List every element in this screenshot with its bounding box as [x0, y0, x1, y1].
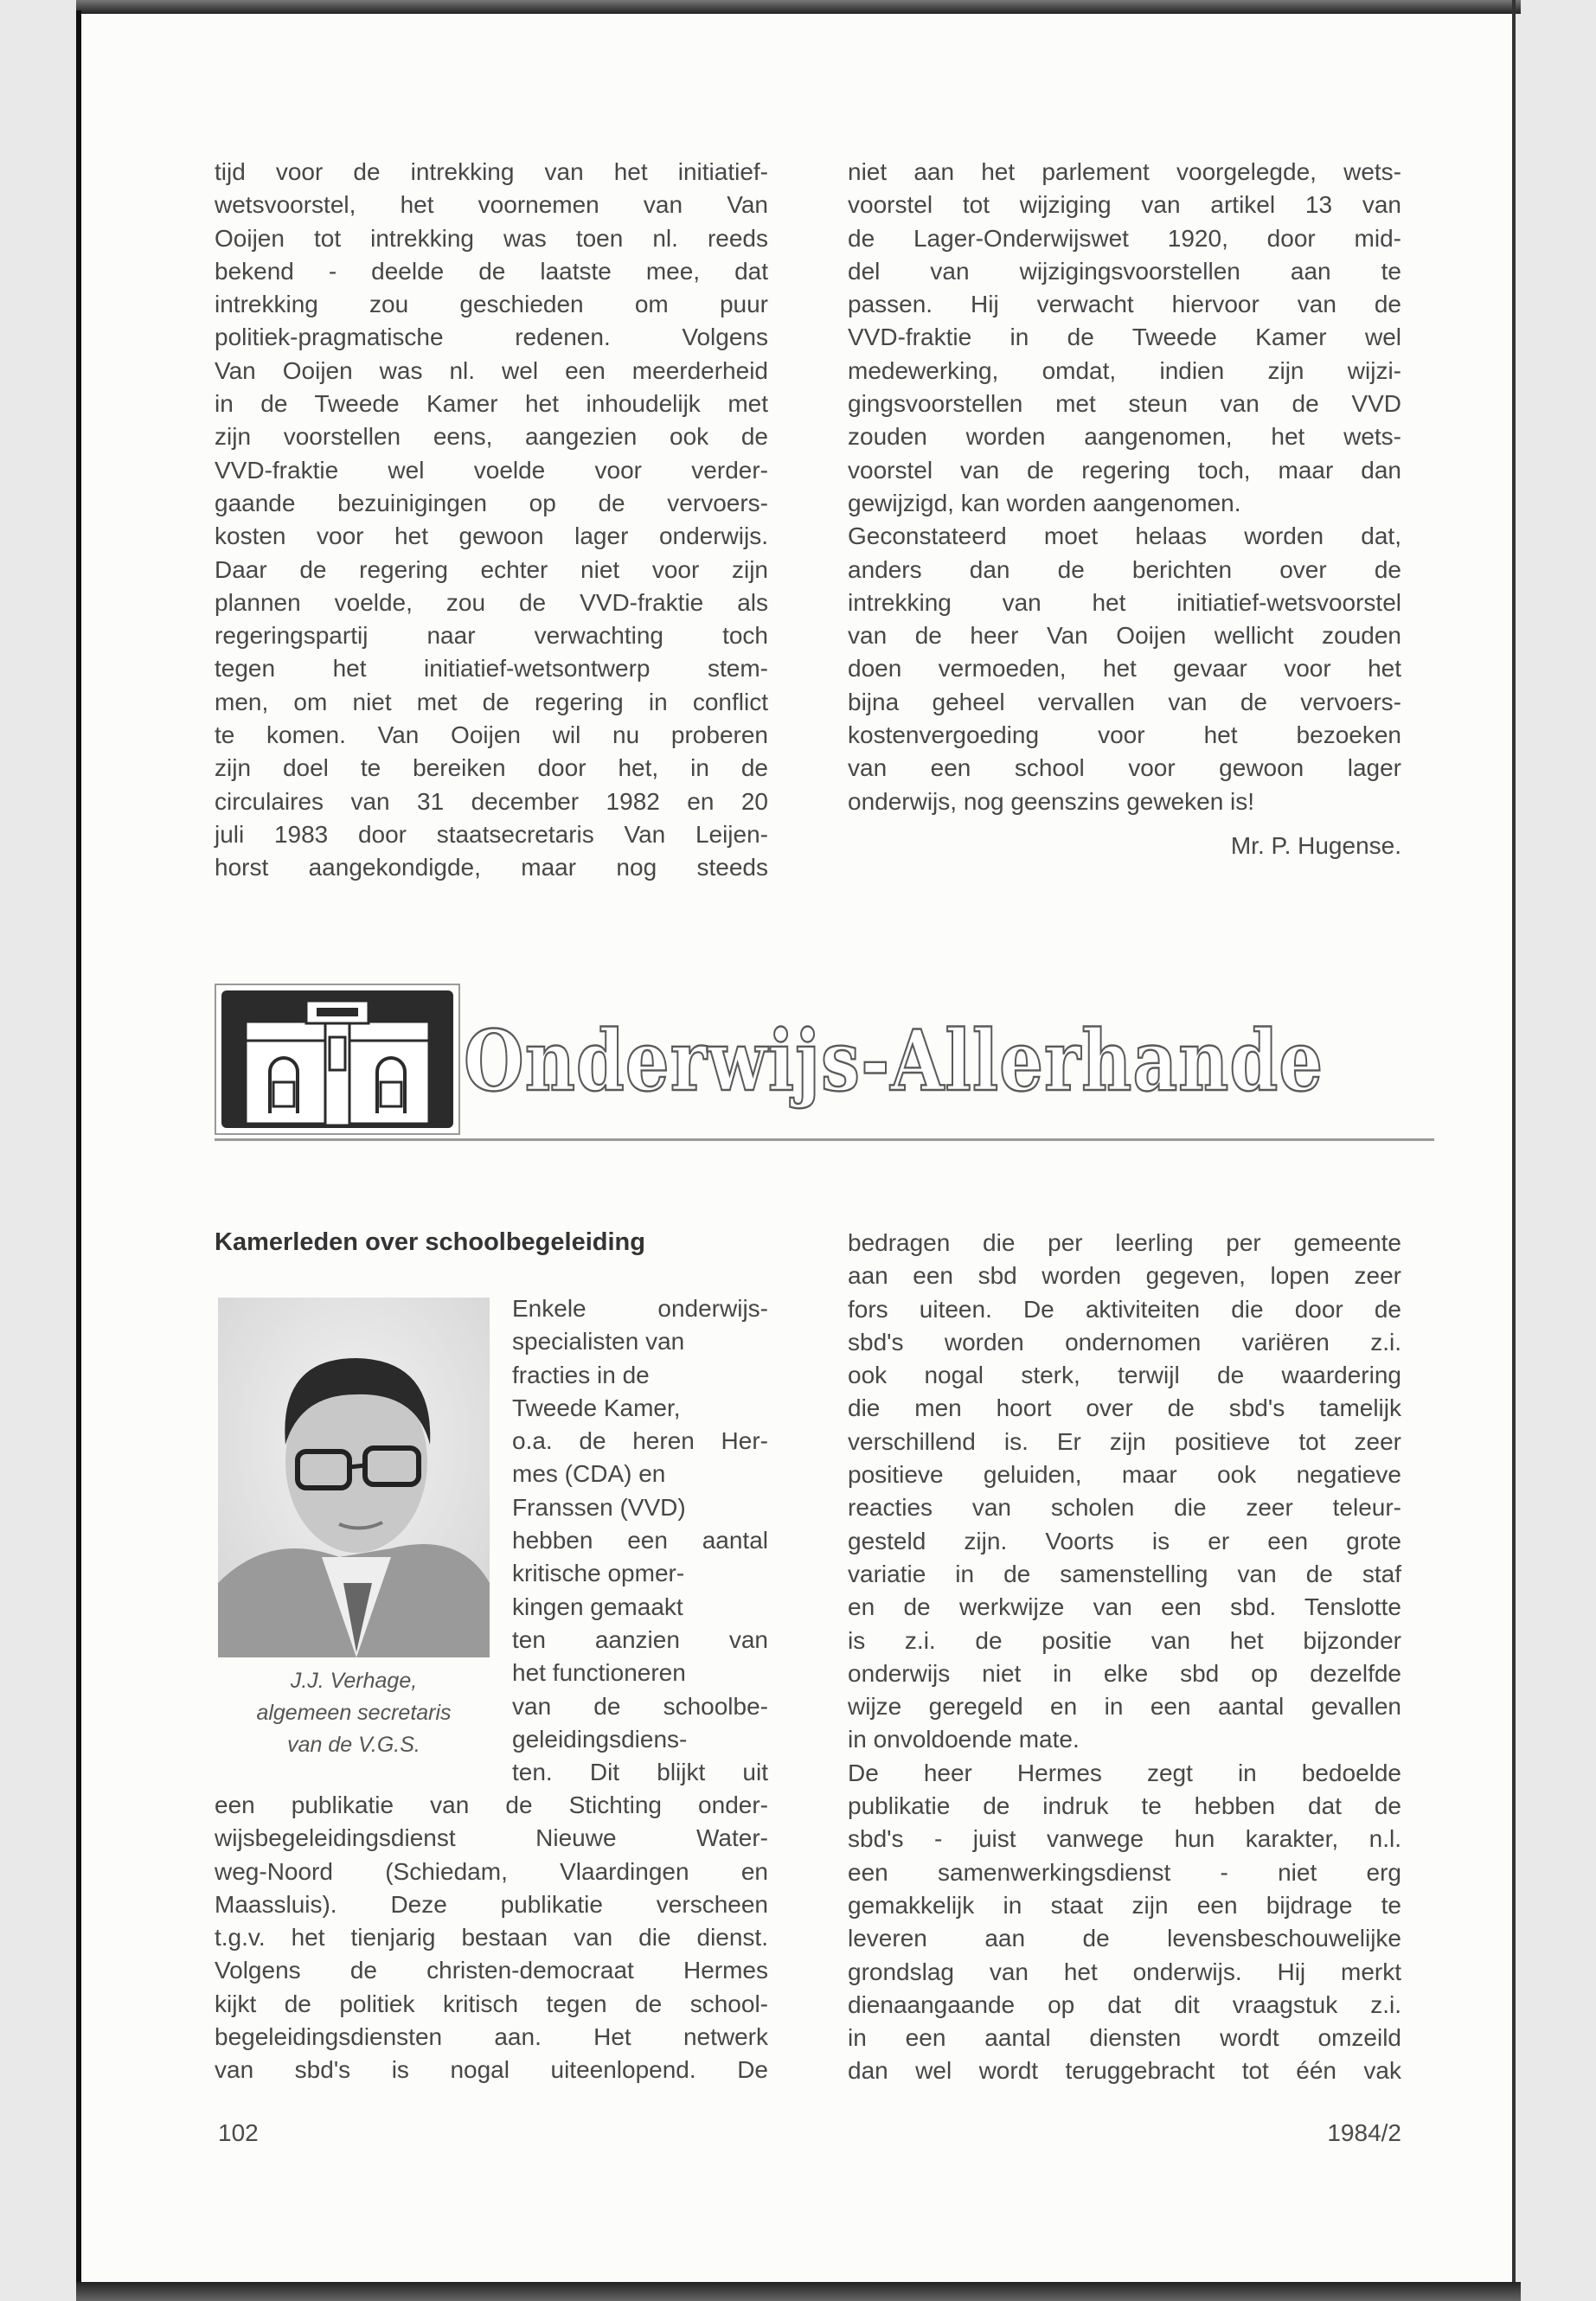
text-line: aan een sbd worden gegeven, lopen zeer [848, 1262, 1401, 1290]
text-line: positieve geluiden, maar ook negatieve [848, 1461, 1401, 1489]
text-line: ten. Dit blijkt uit [512, 1759, 768, 1786]
text-line: del van wijzigingsvoorstellen aan te [848, 257, 1401, 285]
text-line: zijn voorstellen eens, aangezien ook de [215, 423, 768, 451]
article-left-column [215, 1789, 768, 2087]
author-signature: Mr. P. Hugense. [1230, 832, 1401, 859]
text-line: dan wel wordt teruggebracht tot één vak [848, 2057, 1401, 2085]
text-line: bedragen die per leerling per gemeente [848, 1229, 1401, 1256]
text-line: wetsvoorstel, het voornemen van Van [215, 191, 768, 219]
text-line: Van Ooijen was nl. wel een meerderheid [215, 356, 768, 384]
text-line: men, om niet met de regering in conflict [215, 688, 768, 715]
text-line: hebben een aantal [512, 1527, 768, 1554]
text-line: publikatie de indruk te hebben dat de [848, 1792, 1401, 1820]
scan-border-right [1512, 0, 1516, 2284]
article-beside-photo-text [512, 1292, 768, 1789]
text-line: fors uiteen. De aktiviteiten die door de [848, 1295, 1401, 1323]
text-line: gingsvoorstellen met steun van de VVD [848, 390, 1401, 418]
text-line: VVD-fraktie in de Tweede Kamer wel [848, 324, 1401, 351]
briefcase-icon [216, 985, 458, 1133]
article-right-column [848, 1227, 1401, 2088]
portrait-photo [218, 1298, 490, 1657]
text-line: Geconstateerd moet helaas worden dat, [848, 522, 1401, 550]
text-line: Maassluis). Deze publikatie verscheen [215, 1890, 768, 1918]
section-logo [215, 984, 460, 1135]
text-line: Enkele onderwijs- [512, 1295, 768, 1322]
text-line: gesteld zijn. Voorts is er een grote [848, 1527, 1401, 1554]
text-line: van een school voor gewoon lager [848, 754, 1401, 782]
caption-line: J.J. Verhage, [290, 1669, 418, 1693]
text-line: in een aantal diensten wordt omzeild [848, 2024, 1401, 2052]
text-line: wijze geregeld en in een aantal gevallen [848, 1693, 1401, 1721]
text-line: reacties van scholen die zeer teleur- [848, 1494, 1401, 1522]
text-line: passen. Hij verwacht hiervoor van de [848, 291, 1401, 318]
text-line: doen vermoeden, het gevaar voor het [848, 655, 1401, 683]
text-line: gaande bezuinigingen op de vervoers- [215, 489, 768, 516]
text-line: sbd's worden ondernomen variëren z.i. [848, 1328, 1401, 1356]
text-line: ook nogal sterk, terwijl de waardering [848, 1362, 1401, 1389]
text-line: politiek-pragmatische redenen. Volgens [215, 324, 768, 351]
text-line: kosten voor het gewoon lager onderwijs. [215, 522, 768, 550]
text-line: zouden worden aangenomen, het wets- [848, 423, 1401, 451]
text-line: horst aangekondigde, maar nog steeds [215, 854, 768, 881]
text-line: sbd's - juist vanwege hun karakter, n.l. [848, 1825, 1401, 1853]
top-right-column [848, 156, 1401, 818]
section-title: Onderwijs-Allerhande [464, 1012, 1324, 1110]
text-line: een publikatie van de Stichting onder- [215, 1791, 768, 1818]
text-line: variatie in de samenstelling van de staf [848, 1560, 1401, 1587]
text-line: het functioneren [512, 1659, 686, 1687]
article-heading: Kamerleden over schoolbegeleiding [215, 1228, 645, 1256]
text-line: Volgens de christen-democraat Hermes [215, 1957, 768, 1984]
text-line: plannen voelde, zou de VVD-fraktie als [215, 588, 768, 616]
text-line: bekend - deelde de laatste mee, dat [215, 257, 768, 285]
top-left-column [215, 156, 768, 885]
text-line: een samenwerkingsdienst - niet erg [848, 1858, 1401, 1886]
text-line: voorstel van de regering toch, maar dan [848, 456, 1401, 484]
text-line: mes (CDA) en [512, 1460, 666, 1488]
text-line: Daar de regering echter niet voor zijn [215, 555, 768, 583]
text-line: is z.i. de positie van het bijzonder [848, 1626, 1401, 1654]
text-line: Ooijen tot intrekking was toen nl. reeds [215, 224, 768, 252]
text-line: leveren aan de levensbeschouwelijke [848, 1925, 1401, 1952]
text-line: te komen. Van Ooijen wil nu proberen [215, 721, 768, 749]
text-line: Tweede Kamer, [512, 1394, 681, 1421]
text-line: gemakkelijk in staat zijn een bijdrage te [848, 1891, 1401, 1919]
page-number: 102 [218, 2119, 259, 2146]
text-line: niet aan het parlement voorgelegde, wets- [848, 158, 1401, 185]
issue-number: 1984/2 [1327, 2119, 1401, 2146]
text-line: tegen het initiatief-wetsontwerp stem- [215, 655, 768, 683]
text-line: specialisten van [512, 1328, 685, 1356]
text-line: weg-Noord (Schiedam, Vlaardingen en [215, 1857, 768, 1885]
text-line: onderwijs niet in elke sbd op dezelfde [848, 1659, 1401, 1687]
text-line: bijna geheel vervallen van de vervoers- [848, 688, 1401, 715]
text-line: ten aanzien van [512, 1625, 768, 1653]
text-line: kijkt de politiek kritisch tegen de school- [215, 1990, 768, 2017]
text-line: verschillend is. Er zijn positieve tot zeer [848, 1427, 1401, 1455]
text-line: kostenvergoeding voor het bezoeken [848, 721, 1401, 749]
text-line: en de werkwijze van een sbd. Tenslotte [848, 1593, 1401, 1621]
text-line: geleidingsdiens- [512, 1725, 688, 1753]
text-line: voorstel tot wijziging van artikel 13 van [848, 191, 1401, 219]
text-line: circulaires van 31 december 1982 en 20 [215, 787, 768, 815]
text-line: anders dan de berichten over de [848, 555, 1401, 583]
text-line: van sbd's is nogal uiteenlopend. De [215, 2056, 768, 2084]
text-line: Franssen (VVD) [512, 1493, 686, 1521]
text-line: regeringspartij naar verwachting toch [215, 622, 768, 650]
section-divider [215, 1138, 1434, 1141]
caption-line: van de V.G.S. [287, 1733, 420, 1757]
text-line: fracties in de [512, 1361, 650, 1388]
text-line: in de Tweede Kamer het inhoudelijk met [215, 390, 768, 418]
text-line: van de schoolbe- [512, 1692, 768, 1720]
text-line: in onvoldoende mate. [848, 1726, 1080, 1753]
text-line: kingen gemaakt [512, 1593, 683, 1620]
caption-line: algemeen secretaris [256, 1701, 452, 1725]
scan-border-bottom [76, 2282, 1521, 2301]
photo-caption [218, 1665, 490, 1761]
text-line: kritische opmer- [512, 1560, 685, 1587]
text-line: dienaangaande op dat dit vraagstuk z.i. [848, 1990, 1401, 2018]
text-line: o.a. de heren Her- [512, 1427, 768, 1455]
text-line: tijd voor de intrekking van het initiatief- [215, 158, 768, 185]
text-line: medewerking, omdat, indien zijn wijzi- [848, 356, 1401, 384]
text-line: de Lager-Onderwijswet 1920, door mid- [848, 224, 1401, 252]
text-line: De heer Hermes zegt in bedoelde [848, 1759, 1401, 1786]
text-line: VVD-fraktie wel voelde voor verder- [215, 456, 768, 484]
text-line: intrekking zou geschieden om puur [215, 291, 768, 318]
text-line: begeleidingsdiensten aan. Het netwerk [215, 2023, 768, 2051]
text-line: intrekking van het initiatief-wetsvoorstel [848, 588, 1401, 616]
text-line: zijn doel te bereiken door het, in de [215, 754, 768, 782]
text-line: onderwijs, nog geenszins geweken is! [848, 787, 1255, 815]
text-line: die men hoort over de sbd's tamelijk [848, 1394, 1401, 1422]
text-line: juli 1983 door staatsecretaris Van Leijen- [215, 820, 768, 848]
text-line: t.g.v. het tienjarig bestaan van die dienst. [215, 1924, 768, 1952]
text-line: gewijzigd, kan worden aangenomen. [848, 489, 1241, 516]
text-line: van de heer Van Ooijen wellicht zouden [848, 622, 1401, 650]
text-line: grondslag van het onderwijs. Hij merkt [848, 1958, 1401, 1985]
text-line: wijsbegeleidingsdienst Nieuwe Water- [215, 1824, 768, 1852]
scan-border-top [76, 0, 1521, 14]
